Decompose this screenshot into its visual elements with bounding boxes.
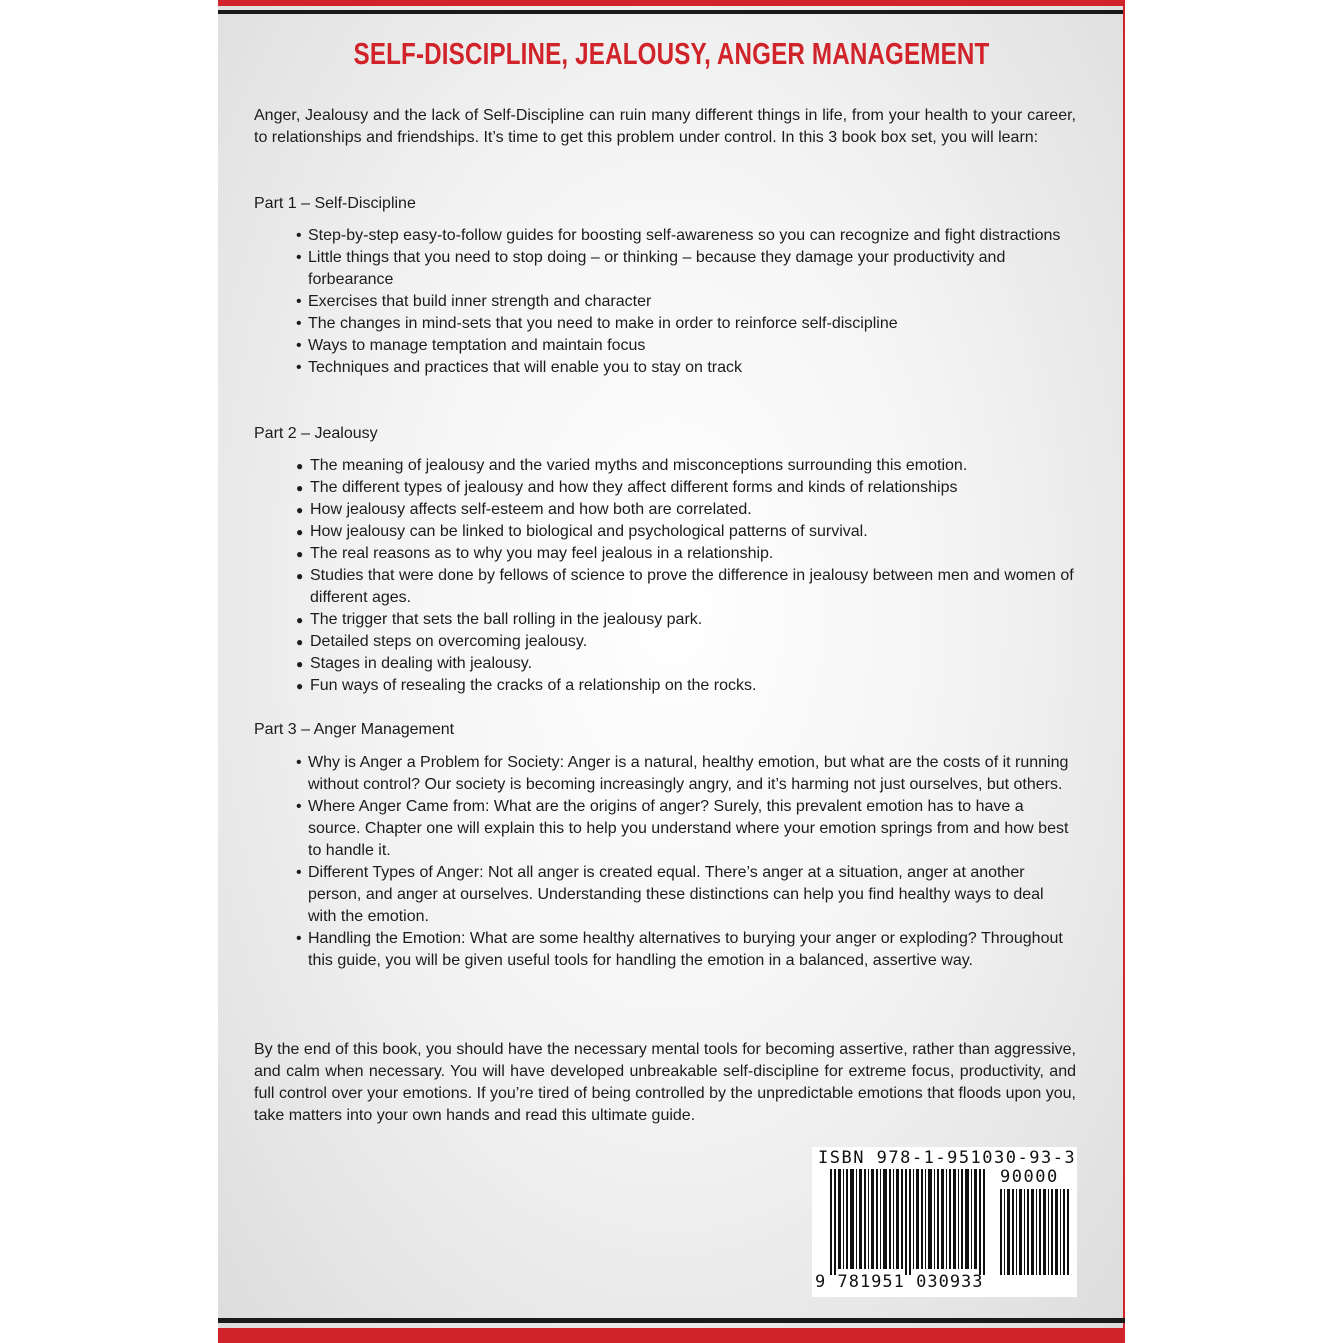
list-item: • Why is Anger a Problem for Society: Anger is a natural, healthy emotion, but what are the costs of it running without control? Our society is becoming increasingly angry, and it’s harming not just ourselves, but others. bbox=[296, 754, 1069, 793]
closing-paragraph: By the end of this book, you should have the necessary mental tools for becoming assertive, rather than aggressive, and calm when necessary. You will have developed unbreakable self-discipline for extreme focus, productivity, and full control over your emotions. If you’re tired of being controlled by the unpredictable emotions that floods upon you, take matters into your own hands and read this ultimate guide. bbox=[254, 1041, 1076, 1124]
list-item: • Techniques and practices that will enable you to stay on track bbox=[296, 357, 1076, 379]
bullet-icon: ● bbox=[296, 657, 304, 671]
list-item: ● Detailed steps on overcoming jealousy. bbox=[296, 631, 1076, 653]
barcode-digits: 9 781951 030933 bbox=[815, 1272, 984, 1292]
part1-list bbox=[254, 225, 1076, 379]
right-edge-stripe bbox=[1123, 0, 1125, 1343]
part3-list bbox=[254, 752, 1076, 972]
bullet-icon: • bbox=[296, 359, 302, 376]
cover-title: SELF-DISCIPLINE, JEALOUSY, ANGER MANAGEMENT bbox=[353, 36, 990, 71]
bullet-icon: ● bbox=[296, 547, 304, 561]
bullet-icon: • bbox=[296, 249, 302, 266]
bullet-icon: • bbox=[296, 930, 302, 947]
intro-paragraph: Anger, Jealousy and the lack of Self-Discipline can ruin many different things in life, from your health to your career, to relationships and friendships. It’s time to get this problem under control. In this 3 book box set, you will learn: bbox=[254, 107, 1076, 146]
addon-bars-graphic bbox=[1000, 1189, 1070, 1275]
part2-section bbox=[254, 423, 1076, 697]
list-item: • Ways to manage temptation and maintain focus bbox=[296, 335, 1076, 357]
closing-block bbox=[254, 1039, 1076, 1127]
bullet-icon: • bbox=[296, 315, 302, 332]
back-cover bbox=[218, 0, 1125, 1343]
isbn-barcode bbox=[812, 1147, 1077, 1297]
bullet-icon: ● bbox=[296, 679, 304, 693]
bullet-icon: • bbox=[296, 293, 302, 310]
bullet-icon: ● bbox=[296, 525, 304, 539]
part3-section bbox=[254, 719, 1076, 972]
list-item: • Little things that you need to stop doing – or thinking – because they damage your productivity and forbearance bbox=[296, 249, 1006, 288]
bullet-icon: ● bbox=[296, 459, 304, 473]
list-item: ● The different types of jealousy and how they affect different forms and kinds of relationships bbox=[296, 477, 1076, 499]
list-item: ● Studies that were done by fellows of science to prove the difference in jealousy between men and women of different ages. bbox=[296, 567, 1074, 606]
bullet-icon: • bbox=[296, 798, 302, 815]
bullet-icon: ● bbox=[296, 569, 304, 583]
list-item: ● Stages in dealing with jealousy. bbox=[296, 653, 1076, 675]
part1-section bbox=[254, 193, 1076, 379]
list-item: ● The meaning of jealousy and the varied myths and misconceptions surrounding this emotion. bbox=[296, 455, 1076, 477]
part2-heading: Part 2 – Jealousy bbox=[254, 425, 378, 442]
ean-bars-graphic bbox=[830, 1169, 990, 1275]
list-item: • Step-by-step easy-to-follow guides for boosting self-awareness so you can recognize and fight distractions bbox=[296, 225, 1076, 247]
bullet-icon: • bbox=[296, 754, 302, 771]
bullet-icon: • bbox=[296, 227, 302, 244]
list-item: ● How jealousy can be linked to biological and psychological patterns of survival. bbox=[296, 521, 1076, 543]
list-item: • Exercises that build inner strength and character bbox=[296, 291, 1076, 313]
part3-heading: Part 3 – Anger Management bbox=[254, 721, 455, 738]
list-item: • Where Anger Came from: What are the origins of anger? Surely, this prevalent emotion has to have a source. Chapter one will explain this to help you understand where your emotion springs from and how best to handle it. bbox=[296, 798, 1069, 859]
isbn-number: ISBN 978-1-951030-93-3 bbox=[818, 1148, 1077, 1168]
price-code: 90000 bbox=[1000, 1167, 1059, 1187]
top-red-stripe bbox=[218, 0, 1125, 6]
list-item: • Different Types of Anger: Not all anger is created equal. There’s anger at a situation, anger at another person, and anger at ourselves. Understanding these distinctions can help you find healthy ways to deal with the emotion. bbox=[296, 864, 1044, 925]
intro-block bbox=[254, 105, 1076, 149]
list-item: ● The real reasons as to why you may feel jealous in a relationship. bbox=[296, 543, 1076, 565]
bullet-icon: ● bbox=[296, 481, 304, 495]
list-item: ● The trigger that sets the ball rolling in the jealousy park. bbox=[296, 609, 1076, 631]
bullet-icon: • bbox=[296, 864, 302, 881]
list-item: • Handling the Emotion: What are some healthy alternatives to burying your anger or exploding? Throughout this guide, you will be given useful tools for handling the emotion in a balanced, assertive way. bbox=[296, 930, 1063, 969]
bullet-icon: ● bbox=[296, 635, 304, 649]
bullet-icon: ● bbox=[296, 503, 304, 517]
part2-list bbox=[254, 455, 1076, 697]
part1-heading: Part 1 – Self-Discipline bbox=[254, 195, 416, 212]
list-item: ● Fun ways of resealing the cracks of a relationship on the rocks. bbox=[296, 675, 1076, 697]
bullet-icon: • bbox=[296, 337, 302, 354]
bottom-black-stripe bbox=[218, 1318, 1125, 1323]
bottom-red-stripe bbox=[218, 1328, 1125, 1343]
bullet-icon: ● bbox=[296, 613, 304, 627]
list-item: • The changes in mind-sets that you need to make in order to reinforce self-discipline bbox=[296, 313, 1076, 335]
list-item: ● How jealousy affects self-esteem and how both are correlated. bbox=[296, 499, 1076, 521]
top-black-stripe bbox=[218, 10, 1125, 14]
